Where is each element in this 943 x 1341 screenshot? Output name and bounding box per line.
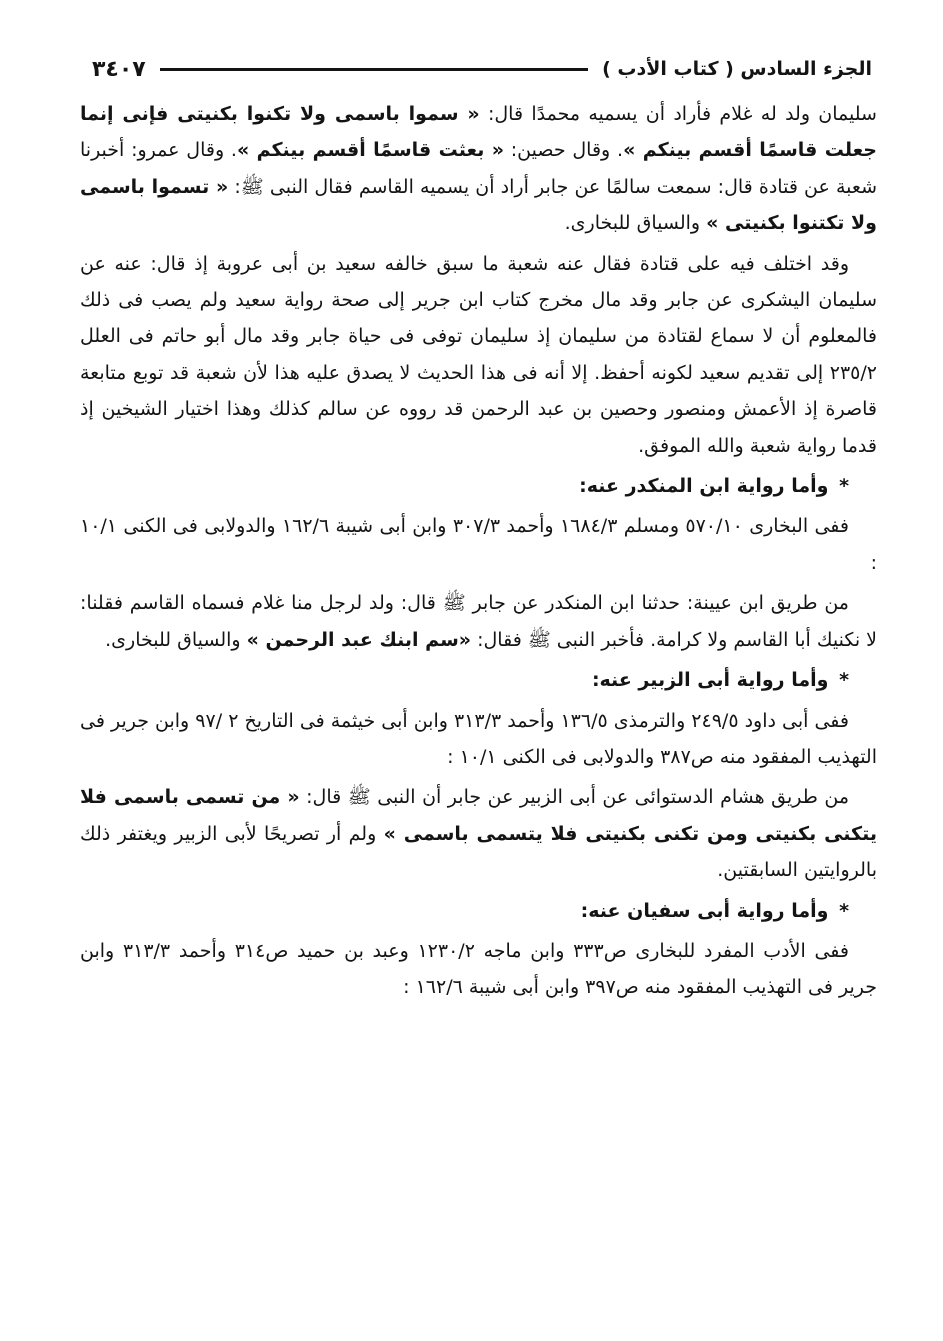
header-rule <box>160 68 588 71</box>
paragraph-text: . وقال عمرو: أخبرنا شعبة عن قتادة قال: سمعت سالمًا عن جابر أراد أن يسميه القاسم فقال النبى ﷺ: <box>80 139 877 198</box>
paragraph-text: من طريق ابن عيينة: حدثنا ابن المنكدر عن جابر ﷺ قال: ولد لرجل منا غلام فسماه القاسم فقلنا: لا نكنيك أبا القاسم ولا كرامة. فأخبر النبى ﷺ فقال: <box>80 592 877 651</box>
hadith-quote: «سم ابنك عبد الرحمن » <box>246 628 472 651</box>
section-heading-abu-sufyan <box>80 893 877 929</box>
body-text <box>80 96 877 1010</box>
hadith-quote: « سموا باسمى ولا تكنوا بكنيتى فإنى إنما جعلت قاسمًا أقسم بينكم » <box>80 103 877 162</box>
section-heading-ibn-munkadir <box>80 468 877 504</box>
paragraph-hadith-munkadir <box>80 585 877 658</box>
hadith-quote: « تسموا باسمى ولا تكتنوا بكنيتى » <box>80 175 877 235</box>
section-heading-text: وأما رواية أبى سفيان عنه: <box>580 899 829 922</box>
paragraph-text: . وقال حصين: <box>503 139 624 162</box>
section-heading-text: وأما رواية أبى الزبير عنه: <box>591 669 829 692</box>
paragraph-text: والسياق للبخارى. <box>564 212 707 235</box>
hadith-quote: « من تسمى باسمى فلا يتكنى بكنيتى ومن تكنى بكنيتى فلا يتسمى باسمى » <box>80 786 878 845</box>
paragraph-text: والسياق للبخارى. <box>105 628 247 651</box>
page-number: ٣٤٠٧ <box>92 56 146 82</box>
star-icon: * <box>839 475 849 498</box>
paragraph-hadith-salim <box>80 96 877 242</box>
star-icon: * <box>839 899 849 922</box>
star-icon: * <box>839 669 849 692</box>
paragraph-sources-munkadir: ففى البخارى ٥٧٠/١٠ ومسلم ١٦٨٤/٣ وأحمد ٣٠٧/٣ وابن أبى شيبة ١٦٢/٦ والدولابى فى الكنى ١٠/١ : <box>80 515 877 574</box>
paragraph-text: من طريق هشام الدستوائى عن أبى الزبير عن جابر أن النبى ﷺ قال: <box>299 786 849 809</box>
hadith-quote: « بعثت قاسمًا أقسم بينكم » <box>236 139 504 162</box>
paragraph-sources-zubair: ففى أبى داود ٢٤٩/٥ والترمذى ١٣٦/٥ وأحمد ٣١٣/٣ وابن أبى خيثمة فى التاريخ ٢ /٩٧ وابن جرير فى التهذيب المفقود منه ص٣٨٧ والدولابى فى الكنى ١٠/١ : <box>80 709 877 768</box>
paragraph-sources-sufyan: ففى الأدب المفرد للبخارى ص٣٣٣ وابن ماجه ١٢٣٠/٢ وعبد بن حميد ص٣١٤ وأحمد ٣١٣/٣ وابن جرير فى التهذيب المفقود منه ص٣٩٧ وابن أبى شيبة ١٦٢/٦ : <box>80 939 877 999</box>
section-heading-abu-zubair <box>80 662 877 698</box>
running-title: الجزء السادس ( كتاب الأدب ) <box>602 58 872 80</box>
running-head <box>92 52 872 86</box>
paragraph-text: ولم أر تصريحًا لأبى الزبير ويغتفر ذلك بالروايتين السابقتين. <box>80 822 877 882</box>
paragraph-qatada-discussion: وقد اختلف فيه على قتادة فقال عنه شعبة ما سبق خالفه سعيد بن أبى عروبة إذ قال: عنه عن سليمان اليشكرى عن جابر وقد مال مخرج كتاب ابن جرير إلى صحة رواية سعيد ولم يصب فى ذلك فالمعلوم أن لا سماع لقتادة من سليمان إذ سليمان توفى فى حياة جابر وقد مال أبو حاتم فى العلل ٢٣٥/٢ إلى تقديم سعيد لكونه أحفظ. إلا أنه فى هذا الحديث لا يصدق عليه هذا لأن شعبة قد توبع متابعة قاصرة إذ الأعمش ومنصور وحصين بن عبد الرحمن قد رووه عن سالم كذلك وهذا اختيار الشيخين إذ قدما رواية شعبة والله الموفق. <box>80 252 877 457</box>
paragraph-text: سليمان ولد له غلام فأراد أن يسميه محمدًا قال: <box>479 103 877 125</box>
section-heading-text: وأما رواية ابن المنكدر عنه: <box>579 475 829 498</box>
paragraph-hadith-zubair <box>80 779 877 888</box>
